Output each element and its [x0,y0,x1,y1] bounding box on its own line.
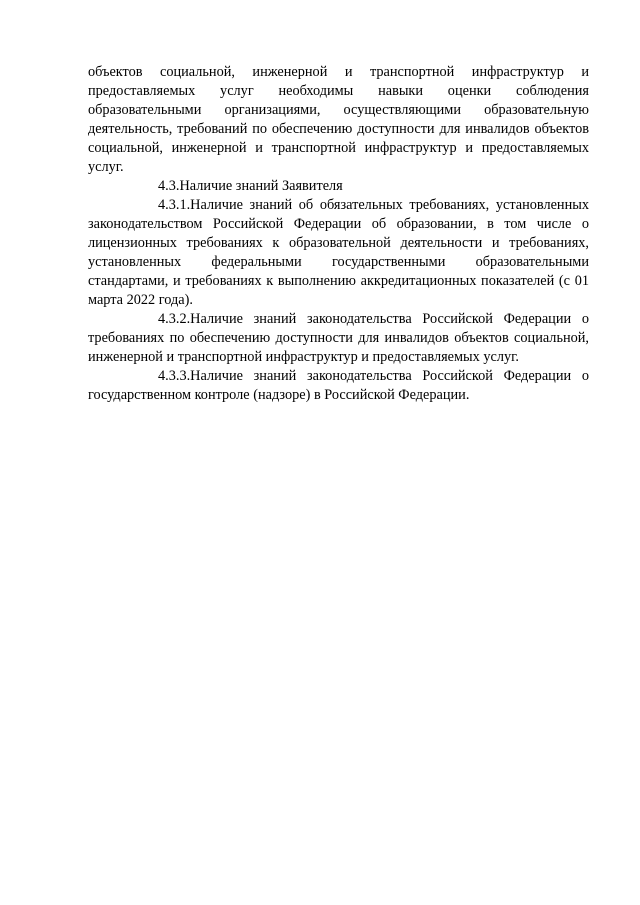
paragraph-4-3-1 [88,196,589,310]
document-page [88,63,589,405]
paragraph-4-3-2 [88,310,589,367]
section-title: Наличие знаний Заявителя [179,178,343,194]
paragraph-number: 4.3.1. [158,197,191,213]
paragraph-text: объектов социальной, инженерной и транспортной инфраструктур и предоставляемых услуг необходимы навыки оценки соблюдения образовательными организациями, осуществляющими образовательную деятельность, требований по обеспечению доступности для инвалидов объектов социальной, инженерной и транспортной инфраструктур и предоставляемых услуг. [88,64,589,175]
paragraph-number: 4.3.2. [158,311,191,327]
paragraph-text: Наличие знаний об обязательных требованиях, установленных законодательством Российской Федерации об образовании, в том числе о лицензионных требованиях к образовательной деятельности и требованиях, установленных федеральными государственными образовательными стандартами, и требованиях к выполнению аккредитационных показателей (с 01 марта 2022 года). [88,197,589,308]
paragraph-number: 4.3.3. [158,368,191,384]
section-heading-4-3 [88,177,589,196]
paragraph-text: Наличие знаний законодательства Российской Федерации о государственном контроле (надзоре) в Российской Федерации. [88,368,589,403]
paragraph-text: Наличие знаний законодательства Российской Федерации о требованиях по обеспечению доступности для инвалидов объектов социальной, инженерной и транспортной инфраструктур и предоставляемых услуг. [88,311,589,365]
section-number: 4.3. [158,178,180,194]
paragraph-continuation [88,63,589,177]
paragraph-4-3-3 [88,367,589,405]
